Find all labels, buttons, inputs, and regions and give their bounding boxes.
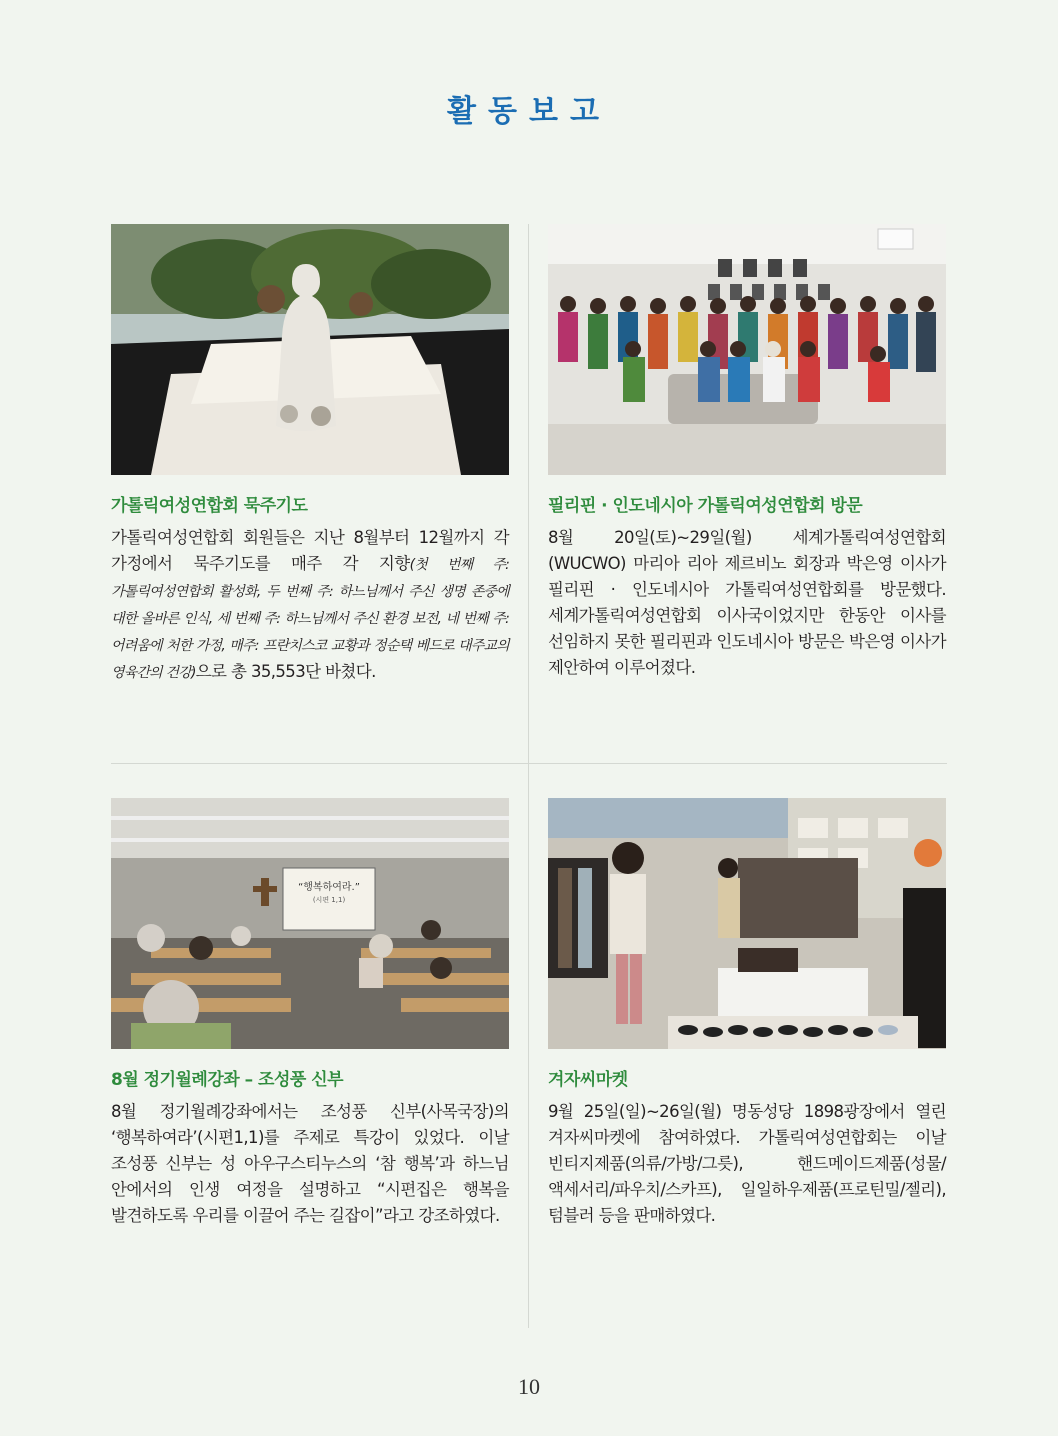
page-number: 10: [518, 1374, 540, 1399]
article-heading: 가톨릭여성연합회 묵주기도: [111, 496, 308, 516]
body-note: (첫 번째 주: 가톨릭여성연합회 활성화, 두 번째 주: 하느님께서 주신 생명 존중에 대한 올바른 인식, 세 번째 주: 하느님께서 주신 환경 보전, 네 번째 주: 어려움에 처한 가정, 매주: 프란치스코 교황과 정순택 베드로 대주교의 영육간의 건강): [111, 557, 509, 681]
column-divider: [528, 224, 529, 1328]
page-title: 활동보고: [447, 94, 611, 129]
article-body: [111, 525, 509, 686]
article-body: 8월 정기월례강좌에서는 조성풍 신부(사목국장)의 ‘행복하여라’(시편1,1)를 주제로 특강이 있었다. 이날 조성풍 신부는 성 아우구스티누스의 ‘참 행복’과 하느님 안에서의 인생 여정을 설명하고 “시편집은 행복을 발견하도록 우리를 이끌어 주는 길잡이”라고 강조하였다.: [111, 1102, 509, 1225]
article-heading: 8월 정기월례강좌 – 조성풍 신부: [111, 1070, 344, 1090]
article-heading: 필리핀 · 인도네시아 가톨릭여성연합회 방문: [548, 496, 863, 516]
article-lecture: [111, 798, 509, 1229]
photo-group: [548, 224, 946, 475]
article-market: [548, 798, 946, 1229]
article-body: 9월 25일(일)~26일(월) 명동성당 1898광장에서 열린 겨자씨마켓에 참여하였다. 가톨릭여성연합회는 이날 빈티지제품(의류/가방/그릇), 핸드메이드제품(성물/액세서리/파우치/스카프), 일일하우제품(프로틴밀/젤리), 텀블러 등을 판매하였다.: [548, 1102, 946, 1225]
photo-lecture-hall: [111, 798, 509, 1049]
slide-subtitle: (시편 1,1): [312, 896, 346, 904]
slide-title: “행복하여라.”: [298, 882, 360, 893]
body-text: 가톨릭여성연합회 회원들은 지난 8월부터 12월까지 각 가정에서 묵주기도를 매주 각 지향: [111, 528, 509, 573]
article-body: 8월 20일(토)~29일(월) 세계가톨릭여성연합회(WUCWO) 마리아 리아 제르비노 회장과 박은영 이사가 필리핀 · 인도네시아 가톨릭여성연합회를 방문했다. 세계가톨릭여성연합회 이사국이었지만 한동안 이사를 선임하지 못한 필리핀과 인도네시아 방문은 박은영 이사가 제안하여 이루어졌다.: [548, 528, 946, 677]
article-heading: 겨자씨마켓: [548, 1070, 628, 1090]
body-text-end: 으로 총 35,553단 바쳤다.: [195, 662, 376, 681]
article-rosary: [111, 224, 509, 686]
row-divider: [111, 763, 947, 764]
photo-statue-rosary: [111, 224, 509, 475]
article-philippines-visit: [548, 224, 946, 681]
photo-market: [548, 798, 946, 1049]
